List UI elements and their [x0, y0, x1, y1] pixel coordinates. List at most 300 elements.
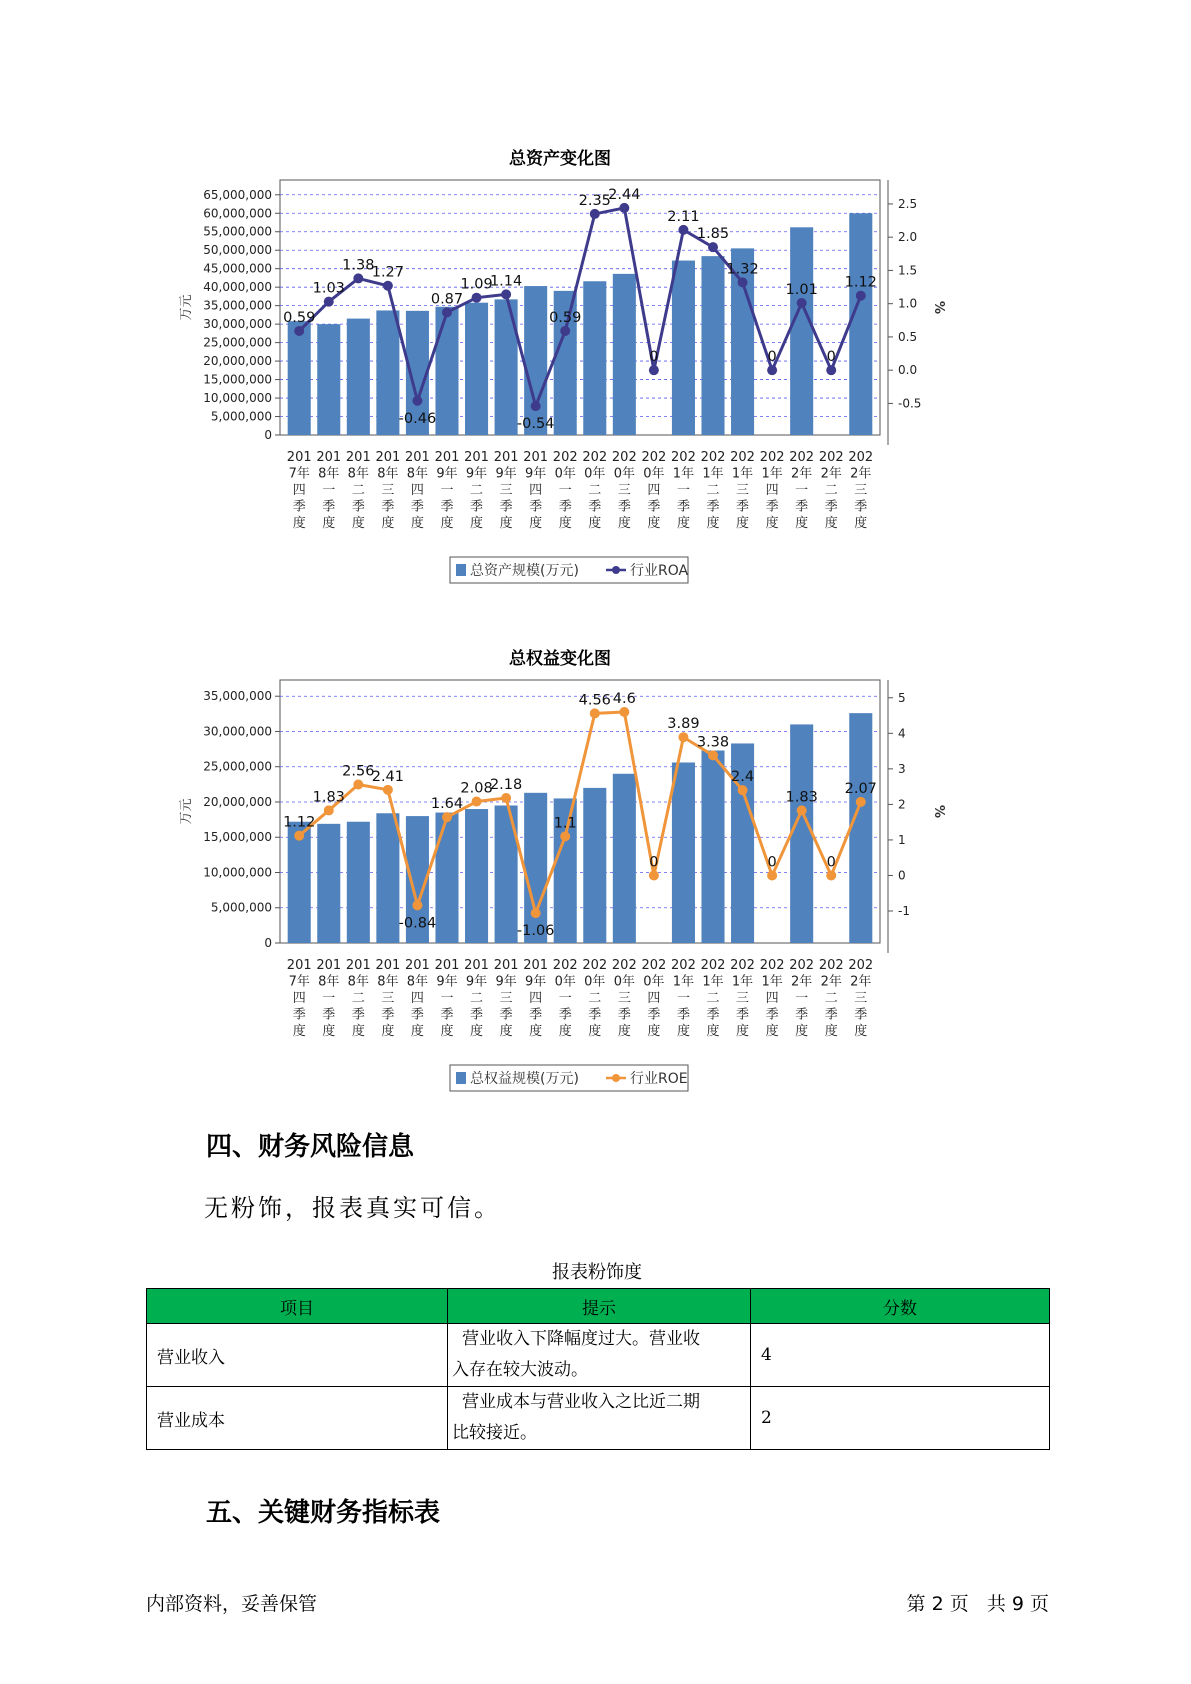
data-label: 2.41: [371, 768, 405, 785]
y2-tick-label: -0.5: [898, 396, 922, 411]
y-tick-label: 65,000,000: [203, 187, 272, 202]
x-tick-label: 一: [676, 483, 690, 498]
y2-tick-label: 2.5: [898, 196, 918, 211]
x-tick-label: 202: [552, 958, 578, 973]
bar: [376, 813, 399, 943]
x-tick-label: 季: [854, 499, 868, 515]
bar: [376, 310, 399, 435]
x-tick-label: 季: [470, 499, 484, 515]
x-tick-label: 季: [381, 1007, 395, 1023]
y2-tick-label: 0.0: [898, 363, 918, 378]
x-tick-label: 202: [730, 450, 755, 465]
x-tick-label: 三: [854, 483, 868, 498]
bar: [524, 286, 547, 435]
x-tick-label: 四: [292, 991, 306, 1006]
x-tick-label: 202: [818, 958, 844, 973]
y-tick-label: 55,000,000: [203, 224, 272, 239]
line-point: [590, 708, 600, 718]
x-tick-label: 度: [292, 1024, 306, 1039]
x-tick-label: 季: [736, 499, 750, 515]
x-tick-label: 季: [676, 1007, 690, 1023]
x-tick-label: 三: [381, 991, 395, 1006]
x-tick-label: 0年: [584, 974, 606, 990]
x-tick-label: 202: [611, 450, 637, 465]
line-point: [324, 297, 334, 307]
x-tick-label: 季: [824, 499, 838, 515]
line-point: [560, 326, 570, 336]
line-point: [442, 307, 452, 317]
x-tick-label: 二: [470, 483, 484, 498]
x-tick-label: 202: [848, 958, 874, 973]
column-header-hint: 提示: [448, 1289, 751, 1324]
x-tick-label: 季: [529, 1007, 543, 1023]
x-tick-label: 度: [558, 516, 572, 531]
line-point: [531, 401, 541, 411]
x-tick-label: 一: [795, 483, 809, 498]
line-point: [353, 273, 363, 283]
x-tick-label: 季: [292, 499, 306, 515]
x-tick-label: 三: [736, 483, 750, 498]
x-tick-label: 202: [700, 450, 726, 465]
x-tick-label: 四: [647, 991, 661, 1006]
x-tick-label: 2年: [820, 974, 842, 990]
x-tick-label: 0年: [613, 466, 635, 482]
bar: [347, 319, 370, 435]
window-dressing-table: [146, 1288, 1050, 1450]
total-equity-chart-svg: [150, 640, 970, 1100]
bar: [317, 824, 340, 943]
data-label: 0: [767, 854, 777, 871]
bar: [849, 713, 872, 943]
x-tick-label: 9年: [436, 466, 458, 482]
y-tick-label: 30,000,000: [203, 317, 272, 332]
x-tick-label: 度: [470, 516, 484, 531]
x-tick-label: 201: [375, 450, 401, 465]
x-tick-label: 季: [824, 1007, 838, 1023]
line-point: [590, 209, 600, 219]
x-tick-label: 三: [499, 483, 513, 498]
data-label: 1.83: [785, 789, 818, 806]
x-tick-label: 度: [499, 516, 513, 531]
key-indicators-heading: 五、关键财务指标表: [206, 1498, 441, 1528]
line-point: [531, 908, 541, 918]
table-row: [147, 1387, 1050, 1450]
y2-tick-label: 1.0: [898, 296, 918, 311]
bar: [790, 724, 813, 943]
x-tick-label: 202: [671, 450, 696, 465]
legend-label: 行业ROE: [630, 1071, 688, 1087]
x-tick-label: 季: [588, 1007, 602, 1023]
x-tick-label: 四: [410, 483, 424, 498]
x-tick-label: 度: [588, 1024, 602, 1039]
x-tick-label: 201: [286, 958, 312, 973]
bar: [524, 793, 547, 943]
hint-line: 营业成本与营业收入之比近二期: [462, 1392, 700, 1412]
data-label: 2.08: [460, 780, 493, 797]
x-tick-label: 8年: [347, 974, 369, 990]
x-tick-label: 季: [381, 499, 395, 515]
line-point: [767, 870, 777, 880]
line-point: [826, 870, 836, 880]
x-tick-label: 季: [617, 499, 631, 515]
bar: [288, 321, 311, 435]
x-tick-label: 度: [706, 1024, 720, 1039]
x-tick-label: 季: [647, 1007, 661, 1023]
y2-tick-label: 3: [898, 761, 906, 776]
chart-title: 总资产变化图: [509, 149, 611, 169]
x-tick-label: 季: [351, 499, 365, 515]
x-tick-label: 7年: [288, 466, 310, 482]
total-equity-chart: [150, 640, 970, 1100]
x-tick-label: 1年: [672, 974, 695, 990]
y-axis-title: 万元: [179, 798, 194, 825]
line-point: [797, 298, 807, 308]
data-label: 1.14: [489, 273, 523, 290]
x-tick-label: 度: [322, 516, 336, 531]
x-tick-label: 201: [464, 958, 489, 973]
line-point: [649, 870, 659, 880]
line-point: [383, 785, 393, 795]
x-tick-label: 202: [848, 450, 874, 465]
x-tick-label: 0年: [643, 974, 665, 990]
bar: [701, 751, 724, 943]
x-tick-label: 度: [795, 1024, 809, 1039]
column-header-item: 项目: [147, 1289, 448, 1324]
total-assets-chart: [150, 140, 970, 600]
x-tick-label: 8年: [377, 466, 399, 482]
x-tick-label: 季: [588, 499, 602, 515]
x-tick-label: 季: [706, 1007, 720, 1023]
line-point: [324, 805, 334, 815]
x-tick-label: 季: [410, 1007, 424, 1023]
line-point: [353, 779, 363, 789]
data-label: 1.1: [553, 815, 577, 832]
risk-section-heading: 四、财务风险信息: [206, 1132, 415, 1162]
x-tick-label: 一: [676, 991, 690, 1006]
x-tick-label: 0年: [613, 974, 635, 990]
x-tick-label: 度: [529, 1024, 543, 1039]
x-tick-label: 度: [440, 516, 454, 531]
line-point: [383, 281, 393, 291]
line-point: [472, 293, 482, 303]
x-tick-label: 201: [493, 450, 519, 465]
line-point: [501, 289, 511, 299]
line-point: [767, 365, 777, 375]
legend-bar-swatch: [456, 1072, 466, 1084]
x-tick-label: 季: [765, 1007, 779, 1023]
line-point: [294, 326, 304, 336]
bar: [613, 274, 636, 435]
data-label: 1.12: [844, 274, 877, 291]
row-score: 2: [751, 1387, 1050, 1450]
x-tick-label: 9年: [525, 974, 547, 990]
x-tick-label: 度: [410, 1024, 424, 1039]
data-label: 2.07: [844, 780, 877, 797]
y-axis-title: 万元: [179, 294, 194, 321]
x-tick-label: 度: [824, 1024, 838, 1039]
x-tick-label: 度: [410, 516, 424, 531]
x-tick-label: 202: [552, 450, 578, 465]
x-tick-label: 201: [375, 958, 401, 973]
y-tick-label: 5,000,000: [210, 409, 272, 424]
x-tick-label: 度: [470, 1024, 484, 1039]
x-tick-label: 202: [611, 958, 637, 973]
x-tick-label: 四: [292, 483, 306, 498]
x-tick-label: 202: [641, 450, 667, 465]
y2-tick-label: 2.0: [898, 230, 918, 245]
x-tick-label: 度: [736, 516, 750, 531]
row-hint: [448, 1324, 751, 1387]
y2-tick-label: 2: [898, 797, 906, 812]
x-tick-label: 一: [558, 483, 572, 498]
total-assets-chart-svg: [150, 140, 970, 600]
data-label: 1.09: [460, 276, 493, 293]
bar: [701, 256, 724, 435]
x-tick-label: 度: [765, 1024, 779, 1039]
bar: [672, 762, 695, 943]
line-point: [294, 831, 304, 841]
bar: [465, 303, 488, 435]
data-label: 4.6: [612, 690, 636, 707]
data-label: 1.64: [430, 796, 464, 813]
x-tick-label: 202: [671, 958, 696, 973]
x-tick-label: 度: [765, 516, 779, 531]
x-tick-label: 季: [558, 499, 572, 515]
x-tick-label: 9年: [465, 466, 488, 482]
x-tick-label: 一: [322, 483, 336, 498]
legend-line-marker: [612, 1074, 620, 1082]
x-tick-label: 一: [795, 991, 809, 1006]
x-tick-label: 202: [582, 450, 608, 465]
x-tick-label: 季: [795, 1007, 809, 1023]
y-tick-label: 20,000,000: [203, 794, 272, 809]
data-label: -0.46: [398, 410, 437, 427]
x-tick-label: 201: [405, 958, 430, 973]
x-tick-label: 季: [795, 499, 809, 515]
chart-title: 总权益变化图: [509, 649, 611, 669]
x-tick-label: 三: [617, 483, 631, 498]
x-tick-label: 季: [440, 499, 454, 515]
line-point: [442, 812, 452, 822]
x-tick-label: 季: [351, 1007, 365, 1023]
x-tick-label: 度: [292, 516, 306, 531]
x-tick-label: 9年: [525, 466, 547, 482]
data-label: 0: [649, 349, 659, 366]
table-row: [147, 1324, 1050, 1387]
x-tick-label: 四: [529, 991, 543, 1006]
data-label: -0.84: [398, 915, 437, 932]
x-tick-label: 2年: [850, 974, 872, 990]
x-tick-label: 1年: [702, 974, 724, 990]
data-label: 2.18: [489, 776, 523, 793]
line-point: [412, 900, 422, 910]
plot-area: [280, 180, 880, 435]
x-tick-label: 202: [789, 958, 815, 973]
x-tick-label: 度: [381, 516, 395, 531]
x-tick-label: 0年: [643, 466, 665, 482]
column-header-score: 分数: [751, 1289, 1050, 1324]
y-tick-label: 45,000,000: [203, 261, 272, 276]
x-tick-label: 三: [617, 991, 631, 1006]
x-tick-label: 一: [558, 991, 572, 1006]
bar: [583, 281, 606, 435]
x-tick-label: 202: [700, 958, 726, 973]
x-tick-label: 季: [558, 1007, 572, 1023]
x-tick-label: 二: [351, 483, 365, 498]
x-tick-label: 季: [322, 499, 336, 515]
x-tick-label: 四: [765, 991, 779, 1006]
row-item: 营业成本: [147, 1387, 448, 1450]
data-label: -0.54: [516, 416, 555, 433]
data-label: 0: [767, 349, 777, 366]
x-tick-label: 201: [434, 958, 460, 973]
line-point: [501, 793, 511, 803]
x-tick-label: 度: [647, 516, 661, 531]
y-tick-label: 15,000,000: [203, 830, 272, 845]
data-label: 1.01: [785, 282, 818, 299]
y-tick-label: 25,000,000: [203, 759, 272, 774]
table-caption: 报表粉饰度: [552, 1262, 642, 1283]
x-tick-label: 201: [434, 450, 460, 465]
y2-tick-label: 1: [898, 832, 906, 847]
x-tick-label: 二: [588, 991, 602, 1006]
data-label: 1.38: [342, 257, 375, 274]
bar: [435, 813, 458, 943]
y-tick-label: 20,000,000: [203, 354, 272, 369]
x-tick-label: 季: [617, 1007, 631, 1023]
x-tick-label: 度: [351, 516, 365, 531]
line-point: [708, 242, 718, 252]
line-point: [708, 750, 718, 760]
data-label: 4.56: [578, 692, 611, 709]
x-tick-label: 季: [440, 1007, 454, 1023]
line-point: [619, 707, 629, 717]
x-tick-label: 9年: [465, 974, 488, 990]
x-tick-label: 四: [765, 483, 779, 498]
x-tick-label: 度: [676, 1024, 690, 1039]
x-tick-label: 0年: [554, 974, 576, 990]
x-tick-label: 201: [316, 958, 342, 973]
x-tick-label: 度: [676, 516, 690, 531]
x-tick-label: 201: [316, 450, 342, 465]
x-tick-label: 季: [647, 499, 661, 515]
bar: [465, 809, 488, 943]
x-tick-label: 度: [795, 516, 809, 531]
legend-line-marker: [612, 566, 620, 574]
hint-line: 比较接近。: [452, 1423, 537, 1443]
x-tick-label: 0年: [554, 466, 576, 482]
x-tick-label: 度: [381, 1024, 395, 1039]
line-point: [738, 785, 748, 795]
x-tick-label: 一: [440, 483, 454, 498]
line-point: [619, 203, 629, 213]
x-tick-label: 1年: [761, 466, 783, 482]
data-label: 0: [826, 854, 836, 871]
bar: [347, 822, 370, 943]
x-tick-label: 三: [854, 991, 868, 1006]
legend-label: 总权益规模(万元): [470, 1071, 579, 1087]
hint-line: 营业收入下降幅度过大。营业收: [462, 1329, 700, 1349]
line-point: [856, 797, 866, 807]
data-label: 1.83: [312, 789, 345, 806]
x-tick-label: 季: [292, 1007, 306, 1023]
x-tick-label: 201: [523, 450, 549, 465]
x-tick-label: 202: [789, 450, 815, 465]
x-tick-label: 9年: [495, 466, 517, 482]
x-tick-label: 201: [345, 450, 371, 465]
data-label: 0: [826, 349, 836, 366]
x-tick-label: 201: [464, 450, 489, 465]
x-tick-label: 202: [759, 958, 785, 973]
line-point: [678, 732, 688, 742]
bar: [613, 774, 636, 943]
plot-area: [280, 680, 880, 943]
y2-axis-title: %: [931, 300, 946, 315]
data-label: 0.87: [430, 291, 464, 308]
x-tick-label: 一: [322, 991, 336, 1006]
x-tick-label: 0年: [584, 466, 606, 482]
x-tick-label: 度: [854, 1024, 868, 1039]
x-tick-label: 度: [647, 1024, 661, 1039]
x-tick-label: 201: [286, 450, 312, 465]
x-tick-label: 8年: [377, 974, 399, 990]
footer-confidential: 内部资料，妥善保管: [146, 1593, 318, 1615]
line-point: [678, 225, 688, 235]
x-tick-label: 201: [345, 958, 371, 973]
x-tick-label: 季: [765, 499, 779, 515]
x-tick-label: 季: [736, 1007, 750, 1023]
hint-line: 入存在较大波动。: [452, 1360, 588, 1380]
x-tick-label: 四: [647, 483, 661, 498]
x-tick-label: 202: [582, 958, 608, 973]
data-label: 1.03: [312, 280, 345, 297]
y-tick-label: 10,000,000: [203, 391, 272, 406]
data-label: -1.06: [516, 923, 555, 940]
bar: [790, 227, 813, 435]
x-tick-label: 8年: [347, 466, 369, 482]
y-tick-label: 0: [264, 428, 272, 442]
y-tick-label: 15,000,000: [203, 372, 272, 387]
x-tick-label: 2年: [791, 466, 813, 482]
x-tick-label: 202: [759, 450, 785, 465]
y-tick-label: 5,000,000: [210, 900, 272, 915]
x-tick-label: 度: [706, 516, 720, 531]
y-tick-label: 35,000,000: [203, 298, 272, 313]
line-point: [412, 396, 422, 406]
data-label: 2.11: [667, 208, 700, 225]
bar: [583, 788, 606, 943]
x-tick-label: 1年: [761, 974, 783, 990]
data-label: 2.44: [608, 186, 641, 203]
x-tick-label: 8年: [406, 466, 429, 482]
y-tick-label: 35,000,000: [203, 689, 272, 704]
x-tick-label: 度: [617, 516, 631, 531]
y2-tick-label: 4: [898, 726, 906, 741]
x-tick-label: 度: [351, 1024, 365, 1039]
x-tick-label: 度: [499, 1024, 513, 1039]
x-tick-label: 201: [493, 958, 519, 973]
x-tick-label: 二: [706, 483, 720, 498]
x-tick-label: 度: [322, 1024, 336, 1039]
legend-label: 总资产规模(万元): [470, 563, 579, 579]
x-tick-label: 四: [410, 991, 424, 1006]
line-point: [738, 277, 748, 287]
x-tick-label: 三: [736, 991, 750, 1006]
x-tick-label: 202: [641, 958, 667, 973]
x-tick-label: 三: [381, 483, 395, 498]
table-header-row: [147, 1289, 1050, 1324]
x-tick-label: 1年: [731, 974, 754, 990]
